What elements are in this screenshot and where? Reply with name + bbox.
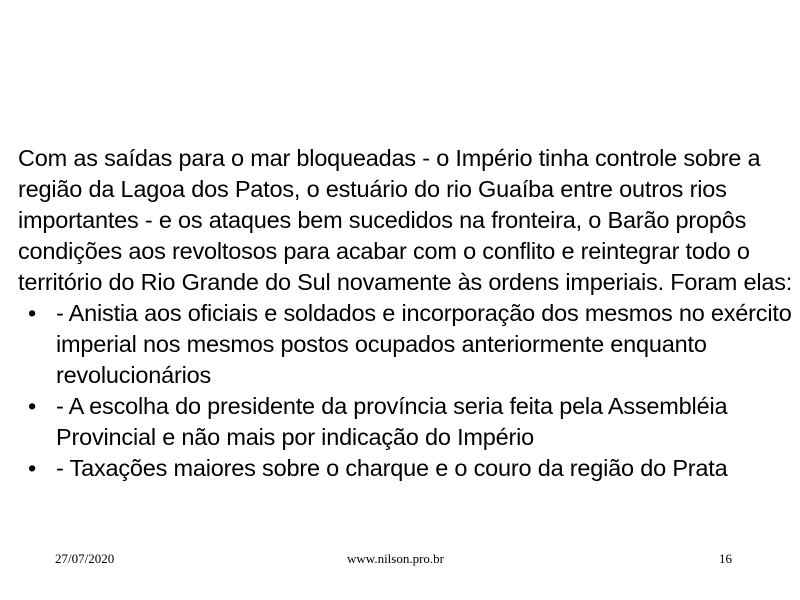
list-item-text: - Anistia aos oficiais e soldados e incorporação dos mesmos no exército imperial nos mesmos postos ocupados anteriormente enquanto revolucionários [56, 300, 792, 388]
slide-footer [0, 551, 800, 571]
slide-body [18, 143, 793, 484]
conditions-list [18, 298, 793, 484]
list-item-text: - A escolha do presidente da província seria feita pela Assembléia Provincial e não mais por indicação do Império [56, 393, 728, 450]
bullet-icon: • [28, 393, 37, 419]
footer-date: 27/07/2020 [55, 551, 115, 566]
list-item [18, 453, 793, 484]
page-number: 16 [719, 551, 732, 566]
bullet-icon: • [28, 300, 37, 326]
bullet-icon: • [28, 455, 37, 481]
intro-paragraph: Com as saídas para o mar bloqueadas - o Império tinha controle sobre a região da Lagoa dos Patos, o estuário do rio Guaíba entre outros rios importantes - e os ataques bem sucedidos na fronteira, o Barão propôs condições aos revoltosos para acabar com o conflito e reintegrar todo o território do Rio Grande do Sul novamente às ordens imperiais. Foram elas: [18, 145, 793, 295]
list-item [18, 298, 793, 391]
footer-url: www.nilson.pro.br [347, 551, 445, 566]
list-item-text: - Taxações maiores sobre o charque e o couro da região do Prata [56, 455, 728, 481]
list-item [18, 391, 793, 453]
